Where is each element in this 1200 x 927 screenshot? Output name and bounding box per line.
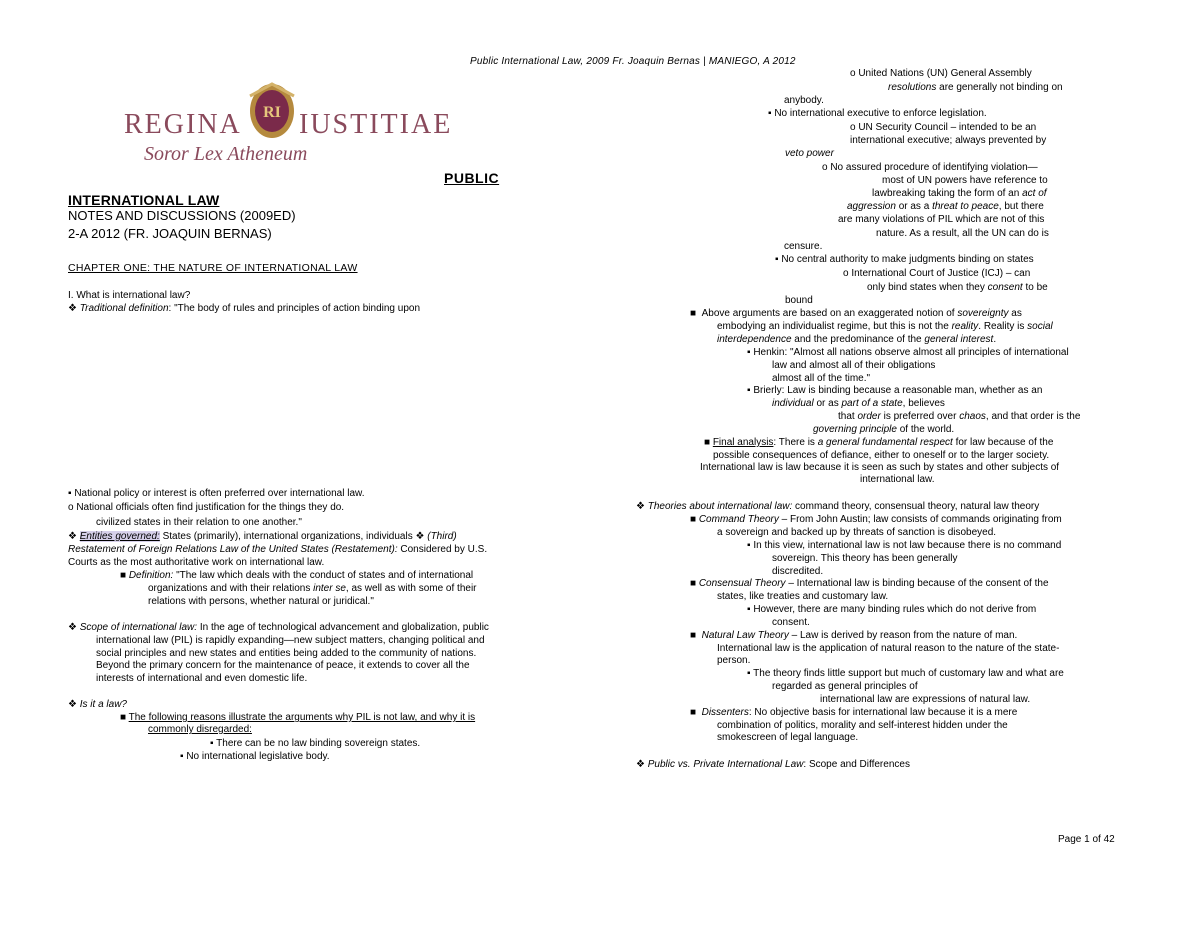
- above-arguments-3: interdependence and the predominance of the general interest.: [717, 334, 997, 345]
- no-binding-sovereign: ▪ There can be no law binding sovereign states.: [210, 738, 421, 749]
- henkin-1: ▪ Henkin: "Almost all nations observe almost all principles of international: [747, 347, 1069, 358]
- reasons-line-1: ■ The following reasons illustrate the arguments why PIL is not law, and why it is: [120, 712, 476, 723]
- civilized-states: civilized states in their relation to one another.": [96, 517, 302, 528]
- svg-text:Soror Lex Atheneum: Soror Lex Atheneum: [144, 143, 308, 165]
- command-theory-5: discredited.: [772, 566, 824, 577]
- chapter-heading: CHAPTER ONE: THE NATURE OF INTERNATIONAL LAW: [68, 262, 358, 274]
- title-international-law: INTERNATIONAL LAW: [68, 192, 220, 208]
- consensual-theory-2: states, like treaties and customary law.: [717, 591, 889, 602]
- scope-line-2: international law (PIL) is rapidly expanding—new subject matters, changing political and: [96, 635, 485, 646]
- reasons-line-2: commonly disregarded:: [148, 724, 252, 735]
- brierly-3: that order is preferred over chaos, and that order is the: [838, 411, 1081, 422]
- definition-line-3: relations with persons, whether natural or juridical.": [148, 596, 374, 607]
- dissenters-1: ■ Dissenters: No objective basis for international law because it is a mere: [690, 707, 1018, 718]
- consensual-theory-4: consent.: [772, 617, 810, 628]
- final-analysis-2: possible consequences of defiance, either to oneself or to the larger society.: [713, 450, 1050, 461]
- command-theory-1: ■ Command Theory – From John Austin; law consists of commands originating from: [690, 514, 1062, 525]
- scope-line-4: Beyond the primary concern for the maintenance of peace, it extends to cover all the: [96, 660, 470, 671]
- bullet-national-policy: ▪ National policy or interest is often preferred over international law.: [68, 488, 365, 499]
- scope-line-5: interests of international and even domestic life.: [96, 673, 308, 684]
- scope-line-3: social principles and new states and entities being added to the community of nations.: [96, 648, 477, 659]
- result-line: nature. As a result, all the UN can do is: [876, 228, 1049, 239]
- above-arguments-1: ■ Above arguments are based on an exaggerated notion of sovereignty as: [690, 308, 1022, 319]
- bullet-national-officials: o National officials often find justification for the things they do.: [68, 502, 345, 513]
- natural-law-1: ■ Natural Law Theory – Law is derived by reason from the nature of man.: [690, 630, 1018, 641]
- dissenters-2: combination of politics, morality and self-interest hidden under the: [717, 720, 1008, 731]
- title-public: PUBLIC: [444, 170, 500, 186]
- subtitle-class: 2-A 2012 (FR. JOAQUIN BERNAS): [68, 226, 272, 241]
- regina-iustitiae-logo: [122, 78, 453, 168]
- final-analysis-4: international law.: [860, 474, 935, 485]
- question-what-is-il: I. What is international law?: [68, 290, 191, 301]
- definition-line-2: organizations and with their relations inter se, as well as with some of their: [148, 583, 477, 594]
- natural-law-5: regarded as general principles of: [772, 681, 918, 692]
- henkin-2: law and almost all of their obligations: [772, 360, 936, 371]
- no-legislative-body: ▪ No international legislative body.: [180, 751, 330, 762]
- consensual-theory-3: ▪ However, there are many binding rules which do not derive from: [747, 604, 1037, 615]
- icj-consent-line: only bind states when they consent to be: [867, 282, 1048, 293]
- anybody: anybody.: [784, 95, 824, 106]
- public-vs-private: ❖ Public vs. Private International Law: Scope and Differences: [636, 759, 910, 770]
- command-theory-3: ▪ In this view, international law is not law because there is no command: [747, 540, 1062, 551]
- violations-line: are many violations of PIL which are not of this: [838, 214, 1045, 225]
- final-analysis-3: International law is law because it is seen as such by states and other subjects of: [700, 462, 1060, 473]
- un-general-assembly: o United Nations (UN) General Assembly: [850, 68, 1032, 79]
- brierly-2: individual or as part of a state, believes: [772, 398, 945, 409]
- brierly-1: ▪ Brierly: Law is binding because a reasonable man, whether as an: [747, 385, 1043, 396]
- theories-heading: ❖ Theories about international law: command theory, consensual theory, natural law theory: [636, 501, 1040, 512]
- intl-executive-line: international executive; always prevented by: [850, 135, 1047, 146]
- natural-law-2: International law is the application of natural reason to the nature of the state-: [717, 643, 1060, 654]
- un-security-council: o UN Security Council – intended to be an: [850, 122, 1037, 133]
- command-theory-2: a sovereign and backed up by threats of sanction is disobeyed.: [717, 527, 997, 538]
- svg-text:REGINA: REGINA: [124, 109, 242, 140]
- censure: censure.: [784, 241, 823, 252]
- brierly-4: governing principle of the world.: [813, 424, 955, 435]
- icj-line: o International Court of Justice (ICJ) – can: [843, 268, 1031, 279]
- svg-text:RI: RI: [263, 104, 281, 121]
- un-powers-line: most of UN powers have reference to: [882, 175, 1048, 186]
- final-analysis-1: ■ Final analysis: There is a general fundamental respect for law because of the: [704, 437, 1054, 448]
- resolutions-line: resolutions are generally not binding on: [888, 82, 1063, 93]
- henkin-3: almost all of the time.": [772, 373, 871, 384]
- page-number: Page 1 of 42: [1058, 834, 1115, 845]
- courts-authoritative: Courts as the most authoritative work on international law.: [68, 557, 325, 568]
- running-header: Public International Law, 2009 Fr. Joaquin Bernas | MANIEGO, A 2012: [470, 56, 796, 67]
- seal-icon: [250, 84, 294, 138]
- bound: bound: [785, 295, 813, 306]
- natural-law-4: ▪ The theory finds little support but much of customary law and what are: [747, 668, 1064, 679]
- is-it-a-law: ❖ Is it a law?: [68, 699, 127, 710]
- aggression-line: aggression or as a threat to peace, but there: [847, 201, 1044, 212]
- natural-law-3: person.: [717, 655, 751, 666]
- consensual-theory-1: ■ Consensual Theory – International law is binding because of the consent of the: [690, 578, 1049, 589]
- svg-text:IUSTITIAE: IUSTITIAE: [299, 109, 453, 140]
- scope-line-1: ❖ Scope of international law: In the age of technological advancement and globalization, public: [68, 622, 489, 633]
- definition-line-1: ■ Definition: "The law which deals with the conduct of states and of international: [120, 570, 474, 581]
- above-arguments-2: embodying an individualist regime, but this is not the reality. Reality is social: [717, 321, 1053, 332]
- lawbreaking-line: lawbreaking taking the form of an act of: [872, 188, 1047, 199]
- dissenters-3: smokescreen of legal language.: [717, 732, 859, 743]
- traditional-definition: ❖ Traditional definition: "The body of rules and principles of action binding upon: [68, 303, 421, 314]
- restatement: Restatement of Foreign Relations Law of the United States (Restatement): Considered by U.S.: [68, 544, 488, 555]
- veto-power: veto power: [785, 148, 834, 159]
- no-assured-procedure: o No assured procedure of identifying violation—: [822, 162, 1038, 173]
- no-intl-executive: ▪ No international executive to enforce legislation.: [768, 108, 987, 119]
- natural-law-6: international law are expressions of natural law.: [820, 694, 1031, 705]
- subtitle-notes: NOTES AND DISCUSSIONS (2009ED): [68, 208, 296, 223]
- entities-governed: ❖ Entities governed: States (primarily), international organizations, individuals ❖ (Third): [68, 531, 457, 542]
- command-theory-4: sovereign. This theory has been generally: [772, 553, 958, 564]
- no-central-authority: ▪ No central authority to make judgments binding on states: [775, 254, 1034, 265]
